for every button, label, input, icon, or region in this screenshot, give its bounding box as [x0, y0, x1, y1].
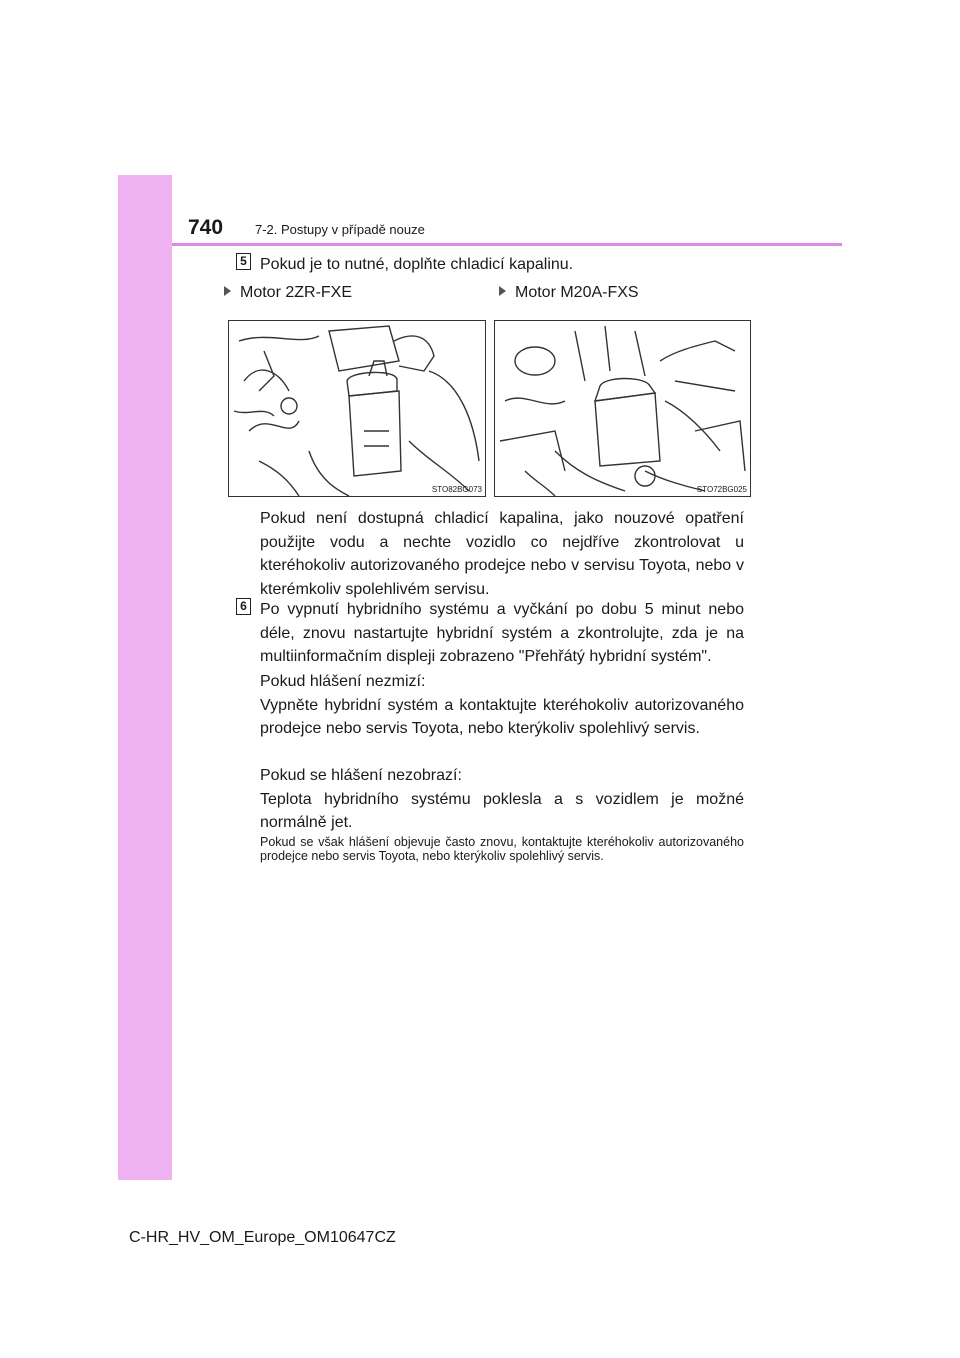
- engine-illustration-m20a-fxs: [494, 320, 751, 497]
- triangle-bullet-icon: [499, 286, 506, 296]
- section-title: 7-2. Postupy v případě nouze: [255, 222, 425, 237]
- step-6-text: Po vypnutí hybridního systému a vyčkání po dobu 5 minut nebo déle, znovu nastartujte hybridní systém a zkontrolujte, zda je na multiinformačním displeji zobrazeno "Přehřátý hybridní systém".: [260, 601, 744, 665]
- message-gone-block: [260, 764, 744, 835]
- figure-label-left: [224, 284, 352, 302]
- message-persists-heading: Pokud hlášení nezmizí:: [260, 673, 426, 690]
- figure-label-right-text: Motor M20A-FXS: [515, 284, 639, 301]
- recurring-message-note: Pokud se však hlášení objevuje často znovu, kontaktujte kteréhokoliv autorizovaného prodejce nebo servis Toyota, nebo kterýkoliv spolehlivý servis.: [260, 835, 744, 863]
- figure-label-right: [499, 284, 639, 302]
- triangle-bullet-icon: [224, 286, 231, 296]
- figure-label-left-text: Motor 2ZR-FXE: [240, 284, 353, 301]
- step-5-text: Pokud je to nutné, doplňte chladicí kapalinu.: [260, 256, 574, 273]
- engine-illustration-2zr-fxe: [228, 320, 486, 497]
- step-number-5: 5: [236, 253, 251, 270]
- emergency-water-note: Pokud není dostupná chladicí kapalina, jako nouzové opatření použijte vodu a nechte vozidlo co nejdříve zkontrolovat u kteréhokoliv autorizovaného prodejce nebo v servisu Toyota, nebo v kterémkoliv spolehlivém servisu.: [260, 510, 744, 598]
- step-number-6: 6: [236, 598, 251, 615]
- figure-code-left: STO82BG073: [431, 485, 482, 494]
- figure-code-right: STO72BG025: [696, 485, 747, 494]
- message-persists-text: Vypněte hybridní systém a kontaktujte kteréhokoliv autorizovaného prodejce nebo servis Toyota, nebo kterýkoliv spolehlivý servis.: [260, 696, 744, 737]
- chapter-sidebar-tab: [118, 175, 172, 1180]
- message-persists-block: [260, 670, 744, 741]
- header-rule: [172, 243, 842, 246]
- message-gone-text: Teplota hybridního systému poklesla a s vozidlem je možné normálně jet.: [260, 790, 744, 831]
- document-id: C-HR_HV_OM_Europe_OM10647CZ: [129, 1229, 396, 1246]
- page-number: 740: [188, 216, 224, 239]
- message-gone-heading: Pokud se hlášení nezobrazí:: [260, 767, 462, 784]
